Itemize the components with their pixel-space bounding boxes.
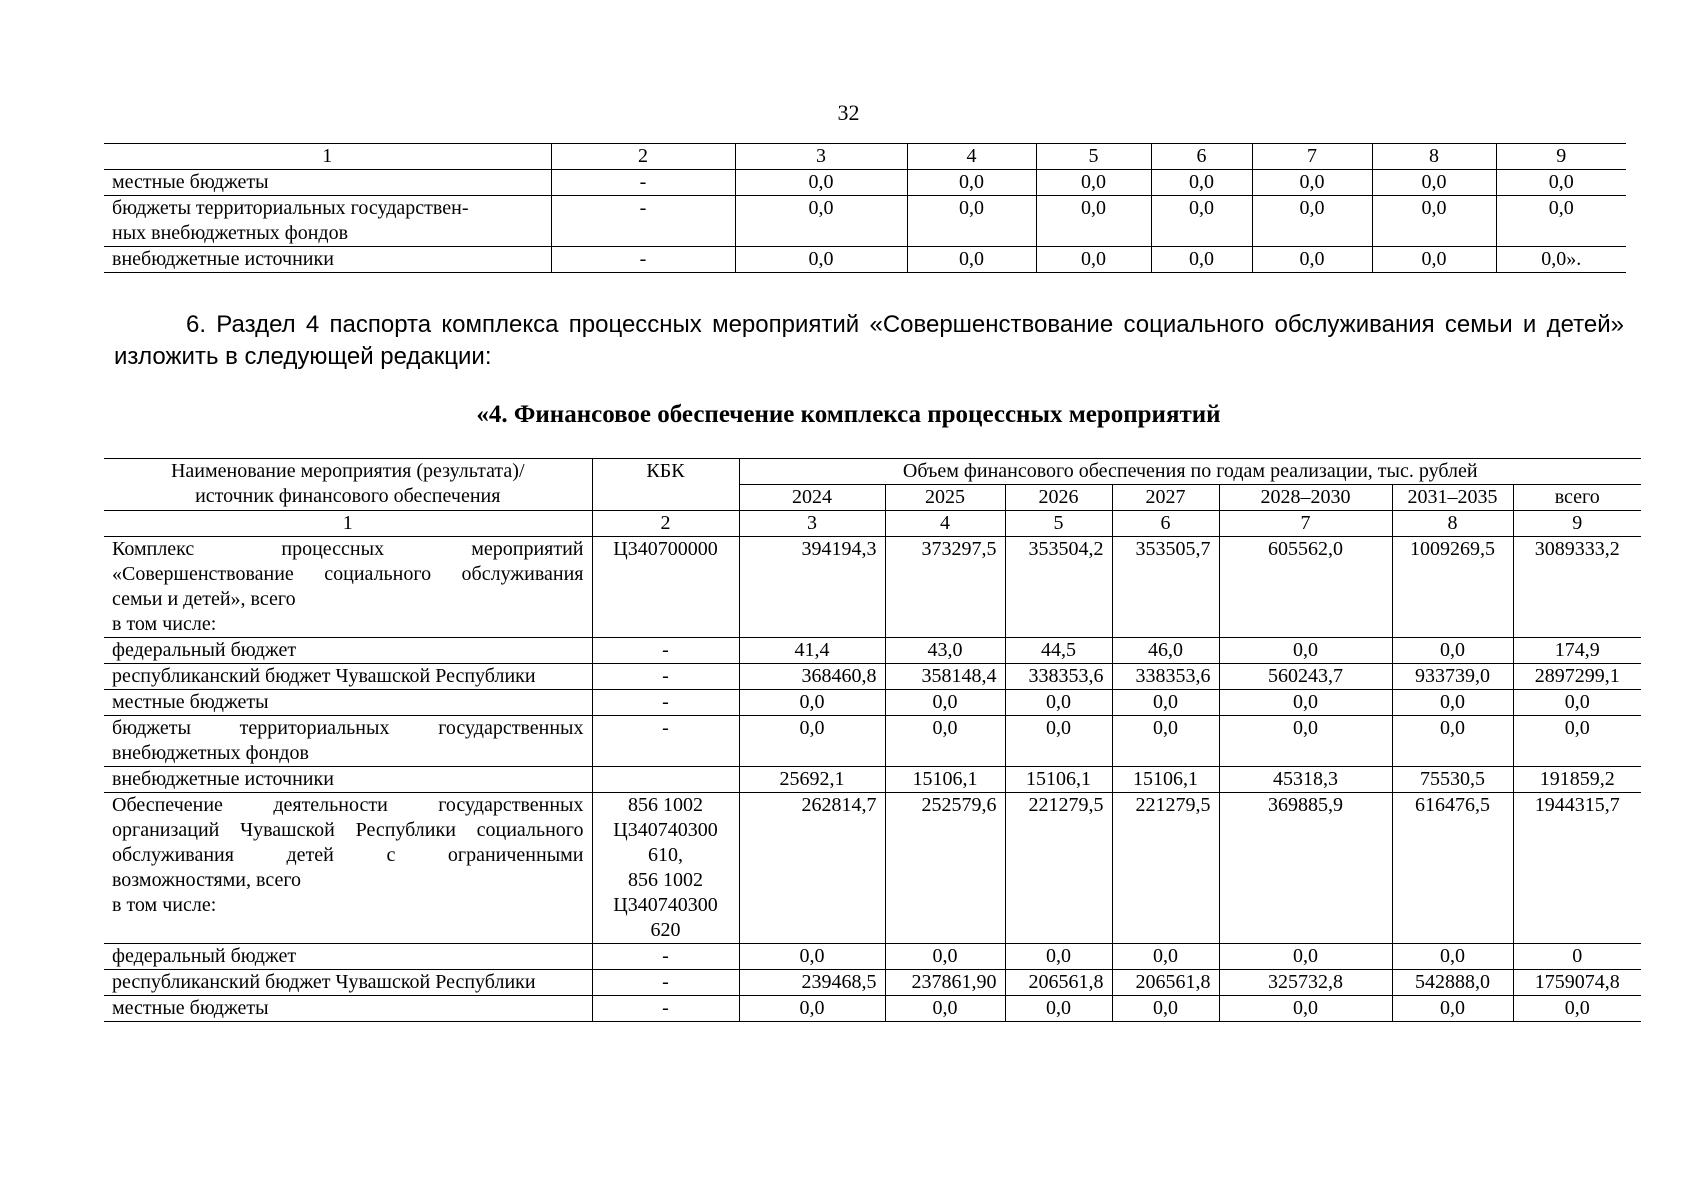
row-value: 237861,90 [885, 970, 1005, 996]
row-value: 0,0 [1252, 247, 1372, 273]
row-value: 368460,8 [739, 664, 885, 690]
row-value: 605562,0 [1219, 537, 1392, 638]
row-value: 0,0 [907, 170, 1036, 196]
row-value: 0,0 [1219, 690, 1392, 716]
row-name: Обеспечение деятельности государственных организаций Чувашской Республики социального обслуживания детей с ограниченными возможностями, всего в том числе: [104, 793, 592, 944]
row-value: 542888,0 [1392, 970, 1513, 996]
row-value: 373297,5 [885, 537, 1005, 638]
row-value: 0,0 [1496, 196, 1626, 247]
row-value: 43,0 [885, 638, 1005, 664]
table-row [104, 793, 1641, 944]
header-year: 2031–2035 [1392, 485, 1513, 511]
column-number: 2 [551, 144, 735, 170]
row-value: 44,5 [1005, 638, 1112, 664]
row-value: 75530,5 [1392, 767, 1513, 793]
row-value: 325732,8 [1219, 970, 1392, 996]
column-number: 9 [1496, 144, 1626, 170]
row-name: республиканский бюджет Чувашской Республики [104, 970, 592, 996]
header-group: Объем финансового обеспечения по годам реализации, тыс. рублей [739, 459, 1641, 485]
row-value: 0,0 [739, 996, 885, 1022]
row-value: 0,0 [1112, 716, 1219, 767]
row-value: 338353,6 [1112, 664, 1219, 690]
row-value: 221279,5 [1005, 793, 1112, 944]
row-value: 221279,5 [1112, 793, 1219, 944]
row-name: внебюджетные источники [104, 767, 592, 793]
table-row [104, 170, 1626, 196]
row-value: 262814,7 [739, 793, 885, 944]
table-header-row [104, 459, 1641, 485]
table-row [104, 944, 1641, 970]
table-row [104, 690, 1641, 716]
row-kbk: - [592, 690, 739, 716]
row-value: 0,0 [885, 716, 1005, 767]
page-number: 32 [837, 100, 860, 125]
row-value: 0,0 [1005, 716, 1112, 767]
row-kbk: - [551, 247, 735, 273]
row-value: 0,0 [1036, 170, 1151, 196]
row-name: Комплекс процессных мероприятий «Совершенствование социального обслуживания семьи и детей», всего в том числе: [104, 537, 592, 638]
row-value: 353505,7 [1112, 537, 1219, 638]
row-value: 41,4 [739, 638, 885, 664]
row-value: 1759074,8 [1513, 970, 1641, 996]
column-number: 6 [1112, 511, 1219, 537]
row-value: 46,0 [1112, 638, 1219, 664]
header-name: Наименование мероприятия (результата)/ источник финансового обеспечения [104, 459, 592, 511]
header-year: 2028–2030 [1219, 485, 1392, 511]
row-value: 616476,5 [1392, 793, 1513, 944]
row-kbk: - [592, 664, 739, 690]
table-row [104, 716, 1641, 767]
row-kbk: - [592, 716, 739, 767]
row-kbk: - [592, 944, 739, 970]
row-value: 15106,1 [885, 767, 1005, 793]
column-number: 1 [104, 511, 592, 537]
row-name: местные бюджеты [104, 170, 551, 196]
row-value: 0,0 [1005, 996, 1112, 1022]
row-value: 0,0 [1513, 690, 1641, 716]
header-year: 2027 [1112, 485, 1219, 511]
row-value: 2897299,1 [1513, 664, 1641, 690]
row-kbk: - [592, 970, 739, 996]
row-value: 0,0 [1112, 690, 1219, 716]
row-value: 358148,4 [885, 664, 1005, 690]
row-value: 0,0 [1151, 247, 1252, 273]
column-number: 8 [1392, 511, 1513, 537]
row-kbk: Ц340700000 [592, 537, 739, 638]
table-row [104, 664, 1641, 690]
row-value: 353504,2 [1005, 537, 1112, 638]
row-value: 15106,1 [1005, 767, 1112, 793]
column-number: 2 [592, 511, 739, 537]
row-value: 0,0 [1005, 690, 1112, 716]
table-header-row [104, 144, 1626, 170]
row-value: 0,0 [735, 247, 907, 273]
row-value: 25692,1 [739, 767, 885, 793]
row-name: федеральный бюджет [104, 638, 592, 664]
row-name: республиканский бюджет Чувашской Республики [104, 664, 592, 690]
header-kbk: КБК [592, 459, 739, 511]
row-value: 0,0». [1496, 247, 1626, 273]
section-title: «4. Финансовое обеспечение комплекса процессных мероприятий [476, 401, 1221, 428]
row-value: 0,0 [907, 196, 1036, 247]
column-number: 4 [907, 144, 1036, 170]
table-row [104, 638, 1641, 664]
row-value: 369885,9 [1219, 793, 1392, 944]
column-number: 1 [104, 144, 551, 170]
row-value: 239468,5 [739, 970, 885, 996]
row-value: 252579,6 [885, 793, 1005, 944]
row-value: 0,0 [739, 944, 885, 970]
row-value: 0,0 [907, 247, 1036, 273]
row-name: бюджеты территориальных государственных внебюджетных фондов [104, 716, 592, 767]
row-name: бюджеты территориальных государствен- ных внебюджетных фондов [104, 196, 551, 247]
row-value: 0,0 [1112, 996, 1219, 1022]
header-year: 2025 [885, 485, 1005, 511]
row-value: 0,0 [1005, 944, 1112, 970]
row-kbk: - [551, 170, 735, 196]
table-row [104, 767, 1641, 793]
column-number: 5 [1036, 144, 1151, 170]
column-number: 3 [735, 144, 907, 170]
row-value: 0,0 [1036, 247, 1151, 273]
row-value: 0,0 [1372, 170, 1496, 196]
row-value: 0,0 [1219, 716, 1392, 767]
row-value: 0,0 [735, 196, 907, 247]
row-kbk [592, 767, 739, 793]
table-row [104, 247, 1626, 273]
column-number: 7 [1219, 511, 1392, 537]
table-row [104, 970, 1641, 996]
row-value: 0,0 [1372, 196, 1496, 247]
row-value: 45318,3 [1219, 767, 1392, 793]
row-value: 1009269,5 [1392, 537, 1513, 638]
row-value: 0,0 [739, 716, 885, 767]
row-value: 0,0 [735, 170, 907, 196]
row-value: 0,0 [1112, 944, 1219, 970]
column-number: 8 [1372, 144, 1496, 170]
column-number: 9 [1513, 511, 1641, 537]
row-value: 0,0 [1151, 196, 1252, 247]
row-value: 3089333,2 [1513, 537, 1641, 638]
continued-finance-table [104, 143, 1626, 273]
row-value: 15106,1 [1112, 767, 1219, 793]
row-value: 0,0 [1392, 690, 1513, 716]
row-value: 0,0 [1513, 996, 1641, 1022]
row-value: 0,0 [1151, 170, 1252, 196]
row-value: 0,0 [1496, 170, 1626, 196]
row-value: 174,9 [1513, 638, 1641, 664]
column-number: 3 [739, 511, 885, 537]
row-value: 0,0 [1392, 996, 1513, 1022]
row-kbk: 856 1002 Ц340740300 610, 856 1002 Ц340740300 620 [592, 793, 739, 944]
row-kbk: - [592, 638, 739, 664]
row-kbk: - [592, 996, 739, 1022]
row-value: 394194,3 [739, 537, 885, 638]
table-row [104, 537, 1641, 638]
row-value: 0,0 [1513, 716, 1641, 767]
row-value: 0,0 [1392, 716, 1513, 767]
row-value: 0 [1513, 944, 1641, 970]
row-value: 0,0 [1392, 638, 1513, 664]
row-value: 0,0 [1219, 944, 1392, 970]
table-row [104, 196, 1626, 247]
finance-table [104, 458, 1641, 1022]
row-value: 0,0 [1252, 196, 1372, 247]
row-value: 1944315,7 [1513, 793, 1641, 944]
column-number: 5 [1005, 511, 1112, 537]
row-name: внебюджетные источники [104, 247, 551, 273]
row-value: 0,0 [885, 690, 1005, 716]
header-year: 2026 [1005, 485, 1112, 511]
row-value: 0,0 [739, 690, 885, 716]
row-value: 0,0 [1392, 944, 1513, 970]
row-value: 0,0 [1372, 247, 1496, 273]
row-value: 0,0 [1219, 638, 1392, 664]
row-value: 560243,7 [1219, 664, 1392, 690]
row-value: 0,0 [1036, 196, 1151, 247]
row-name: местные бюджеты [104, 996, 592, 1022]
amendment-paragraph: 6. Раздел 4 паспорта комплекса процессных мероприятий «Совершенствование социального обслуживания семьи и детей» изложить в следующей редакции: [114, 311, 1624, 370]
row-value: 0,0 [885, 996, 1005, 1022]
column-number: 7 [1252, 144, 1372, 170]
header-total: всего [1513, 485, 1641, 511]
row-value: 933739,0 [1392, 664, 1513, 690]
row-value: 338353,6 [1005, 664, 1112, 690]
row-value: 0,0 [1219, 996, 1392, 1022]
row-value: 206561,8 [1112, 970, 1219, 996]
row-name: федеральный бюджет [104, 944, 592, 970]
table-row [104, 996, 1641, 1022]
row-value: 0,0 [1252, 170, 1372, 196]
row-value: 206561,8 [1005, 970, 1112, 996]
row-kbk: - [551, 196, 735, 247]
row-name: местные бюджеты [104, 690, 592, 716]
column-number: 6 [1151, 144, 1252, 170]
row-value: 0,0 [885, 944, 1005, 970]
row-value: 191859,2 [1513, 767, 1641, 793]
table-number-row [104, 511, 1641, 537]
column-number: 4 [885, 511, 1005, 537]
header-year: 2024 [739, 485, 885, 511]
